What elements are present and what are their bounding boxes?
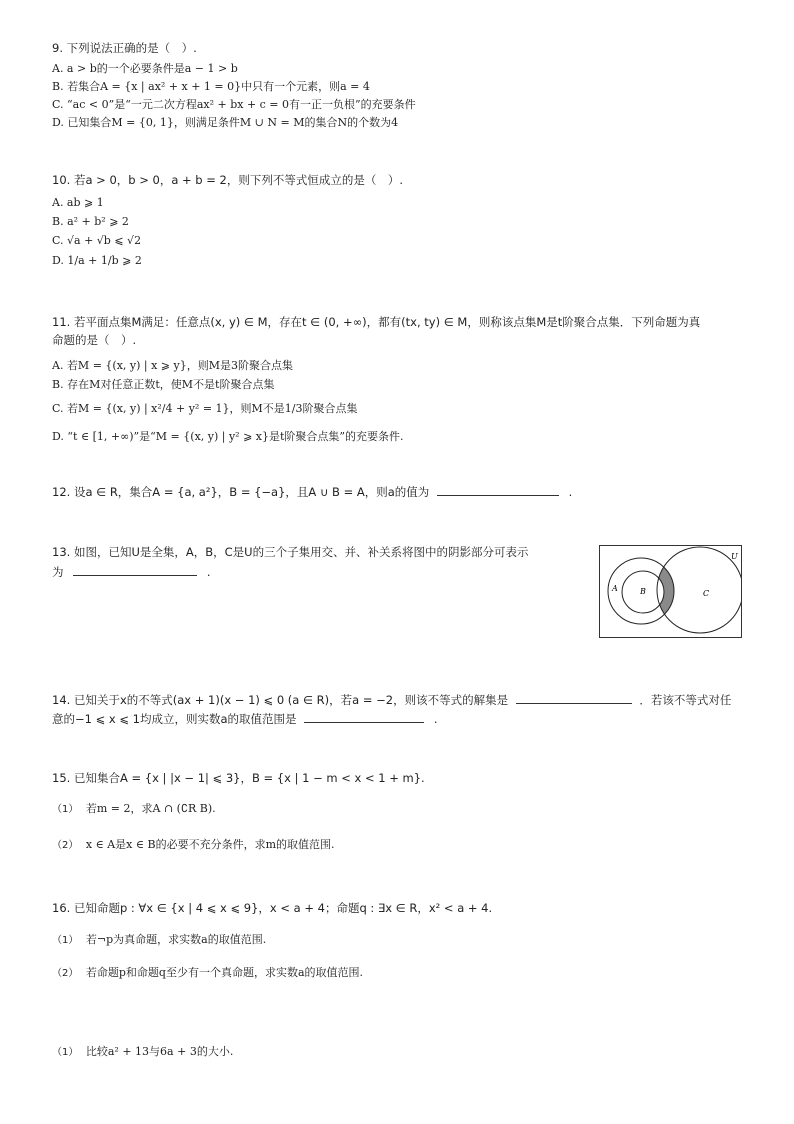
q14-end: . [433, 712, 438, 726]
q9-stem: 9. 下列说法正确的是（ ）. [52, 41, 197, 55]
q16-part1 [52, 931, 266, 947]
q10-option-c: C. √a + √b ⩽ √2 [52, 234, 142, 247]
venn-label-a: A [612, 584, 618, 593]
q16-part2-num: （2） [52, 968, 79, 979]
q10-option-d: D. 1/a + 1/b ⩾ 2 [52, 254, 142, 267]
q12-end: . [568, 485, 573, 499]
q15-part2 [52, 836, 335, 852]
q13-line2-wrap [52, 563, 210, 580]
venn-diagram [599, 545, 742, 638]
venn-label-u: U [731, 552, 738, 561]
venn-label-c: C [703, 589, 710, 598]
q9-option-a: A. a > b的一个必要条件是a − 1 > b [52, 62, 238, 75]
q11-option-c: C. 若M = {(x, y) | x²/4 + y² = 1}，则M不是1/3阶聚合点集 [52, 402, 358, 415]
q9-option-d: D. 已知集合M = {0, 1}，则满足条件M ∪ N = M的集合N的个数为4 [52, 116, 399, 129]
q16-part2-text: 若命题p和命题q至少有一个真命题，求实数a的取值范围. [85, 966, 364, 979]
q11-stem-line1: 11. 若平面点集M满足：任意点(x, y) ∈ M，存在t ∈ (0, +∞)，都有(tx, ty) ∈ M，则称该点集M是t阶聚合点集．下列命题为真 [52, 315, 701, 329]
q15-part1 [52, 800, 216, 816]
q12-text: 12. 设a ∈ R，集合A = {a, a²}，B = {−a}，且A ∪ B = A，则a的值为 [52, 485, 430, 499]
q10-option-a: A. ab ⩾ 1 [52, 196, 104, 209]
q17-part1 [52, 1043, 233, 1059]
q15-part1-num: （1） [52, 804, 79, 815]
q13-end: . [206, 565, 211, 579]
q15-part2-text: x ∈ A是x ∈ B的必要不充分条件，求m的取值范围. [85, 838, 335, 851]
q11-option-d: D. “t ∈ [1, +∞)”是“M = {(x, y) | y² ⩾ x}是t阶聚合点集”的充要条件. [52, 430, 404, 443]
q16-part1-text: 若¬p为真命题，求实数a的取值范围. [85, 933, 267, 946]
q10-stem: 10. 若a > 0，b > 0，a + b = 2，则下列不等式恒成立的是（ ）. [52, 173, 404, 187]
q11-stem-line2: 命题的是（ ）. [52, 333, 137, 347]
q13-answer-blank[interactable] [73, 563, 197, 576]
venn-label-b: B [640, 587, 646, 596]
q14-line2: 意的−1 ⩽ x ⩽ 1均成立，则实数a的取值范围是 [52, 712, 297, 726]
q14-answer-blank-2[interactable] [304, 710, 424, 723]
q17-part1-text: 比较a² + 13与6a + 3的大小. [85, 1045, 234, 1058]
q12-line [52, 483, 572, 500]
q14-line1: 14. 已知关于x的不等式(ax + 1)(x − 1) ⩽ 0 (a ∈ R)，若a = −2，则该不等式的解集是 [52, 693, 509, 707]
q9-option-b: B. 若集合A = {x | ax² + x + 1 = 0}中只有一个元素，则a = 4 [52, 80, 370, 93]
q10-option-b: B. a² + b² ⩾ 2 [52, 215, 129, 228]
venn-svg [600, 546, 741, 637]
q14-line1-end: ．若该不等式对任 [639, 693, 732, 707]
q9-option-c: C. “ac < 0”是“一元二次方程ax² + bx + c = 0有一正一负根”的充要条件 [52, 98, 416, 111]
q16-stem: 16. 已知命题p : ∀x ∈ {x | 4 ⩽ x ⩽ 9}，x < a + 4；命题q : ∃x ∈ R，x² < a + 4. [52, 901, 493, 915]
q15-part1-text: 若m = 2，求A ∩ (∁R B). [85, 802, 216, 815]
q16-part1-num: （1） [52, 935, 79, 946]
q13-line2: 为 [52, 565, 64, 579]
q15-part2-num: （2） [52, 840, 79, 851]
q13-line1: 13. 如图，已知U是全集，A，B，C是U的三个子集用交、并、补关系将图中的阴影部分可表示 [52, 545, 529, 559]
q11-option-a: A. 若M = {(x, y) | x ⩾ y}，则M是3阶聚合点集 [52, 359, 293, 372]
q11-option-b: B. 存在M对任意正数t，使M不是t阶聚合点集 [52, 378, 275, 391]
q12-answer-blank[interactable] [437, 483, 559, 496]
q14-answer-blank-1[interactable] [516, 691, 632, 704]
q17-part1-num: （1） [52, 1047, 79, 1058]
q15-stem: 15. 已知集合A = {x | |x − 1| ⩽ 3}，B = {x | 1 − m < x < 1 + m}. [52, 771, 425, 785]
q14-line2-wrap [52, 710, 437, 727]
q16-part2 [52, 964, 363, 980]
q14-line1-wrap [52, 691, 731, 708]
